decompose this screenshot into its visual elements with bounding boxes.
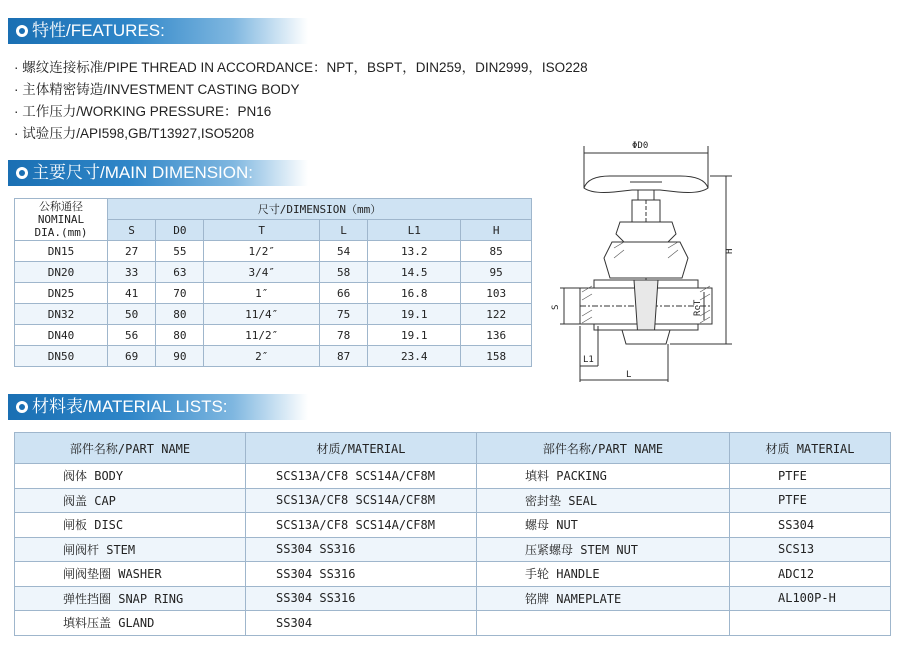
- cell-material: SS304 SS316: [246, 586, 477, 611]
- cell-material: SCS13A/CF8 SCS14A/CF8M: [246, 488, 477, 513]
- section-title: 材料表/MATERIAL LISTS:: [32, 397, 228, 416]
- cell-s: 27: [108, 241, 156, 262]
- cell-material: [730, 611, 891, 636]
- nominal-header: [15, 199, 108, 241]
- cell-material: SS304 SS316: [246, 562, 477, 587]
- cell-part: 填料 PACKING: [477, 464, 730, 489]
- cell-material: PTFE: [730, 488, 891, 513]
- table-row: [15, 262, 532, 283]
- column-header: D0: [156, 220, 204, 241]
- table-row: [15, 346, 532, 367]
- cell-t: 3/4″: [204, 262, 320, 283]
- column-header: T: [204, 220, 320, 241]
- cell-h: 85: [461, 241, 532, 262]
- cell-part: 铭牌 NAMEPLATE: [477, 586, 730, 611]
- cell-material: SCS13: [730, 537, 891, 562]
- cell-l: 66: [319, 283, 367, 304]
- cell-s: 50: [108, 304, 156, 325]
- cell-t: 1/2″: [204, 241, 320, 262]
- cell-part: 手轮 HANDLE: [477, 562, 730, 587]
- nominal-header-en: NOMINAL: [37, 213, 85, 226]
- dimension-table: [14, 198, 532, 367]
- label-rct: RcT: [693, 299, 703, 316]
- cell-d0: 90: [156, 346, 204, 367]
- cell-d0: 80: [156, 325, 204, 346]
- features-list: [14, 57, 588, 145]
- cell-part: 闸阀杆 STEM: [15, 537, 246, 562]
- cell-part: 弹性挡圈 SNAP RING: [15, 586, 246, 611]
- cell-s: 56: [108, 325, 156, 346]
- table-row: [15, 488, 891, 513]
- cell-material: ADC12: [730, 562, 891, 587]
- cell-material: SCS13A/CF8 SCS14A/CF8M: [246, 513, 477, 538]
- table-row: [15, 325, 532, 346]
- cell-l: 54: [319, 241, 367, 262]
- cell-part: 闸阀垫圈 WASHER: [15, 562, 246, 587]
- table-row: [15, 283, 532, 304]
- cell-s: 69: [108, 346, 156, 367]
- cell-t: 11/2″: [204, 325, 320, 346]
- column-header: L: [319, 220, 367, 241]
- cell-s: 41: [108, 283, 156, 304]
- cell-part: 阀体 BODY: [15, 464, 246, 489]
- label-l1: L1: [583, 355, 594, 365]
- cell-l1: 13.2: [368, 241, 461, 262]
- feature-item: · 工作压力/WORKING PRESSURE：PN16: [14, 104, 272, 119]
- table-row: [15, 241, 532, 262]
- column-header: S: [108, 220, 156, 241]
- feature-item: · 螺纹连接标准/PIPE THREAD IN ACCORDANCE：NPT，BSPT，DIN259，DIN2999，ISO228: [14, 60, 588, 75]
- table-row: [15, 464, 891, 489]
- cell-part: [477, 611, 730, 636]
- column-header: 部件名称/PART NAME: [15, 433, 246, 464]
- section-header-materials: [8, 394, 308, 420]
- cell-t: 11/4″: [204, 304, 320, 325]
- cell-part: 密封垫 SEAL: [477, 488, 730, 513]
- cell-dn: DN50: [15, 346, 108, 367]
- section-title: 主要尺寸/MAIN DIMENSION:: [32, 163, 254, 182]
- feature-item: · 试验压力/API598,GB/T13927,ISO5208: [14, 126, 255, 141]
- column-header: 材质/MATERIAL: [246, 433, 477, 464]
- cell-l1: 14.5: [368, 262, 461, 283]
- cell-dn: DN25: [15, 283, 108, 304]
- cell-part: 阀盖 CAP: [15, 488, 246, 513]
- nominal-header-unit: DIA.(mm): [34, 226, 88, 239]
- column-header: L1: [368, 220, 461, 241]
- cell-l1: 16.8: [368, 283, 461, 304]
- cell-part: 闸板 DISC: [15, 513, 246, 538]
- column-header: 部件名称/PART NAME: [477, 433, 730, 464]
- table-row: [15, 304, 532, 325]
- column-header: H: [461, 220, 532, 241]
- table-row: [15, 611, 891, 636]
- label-d0: ΦD0: [632, 141, 649, 151]
- cell-material: AL100P-H: [730, 586, 891, 611]
- cell-t: 2″: [204, 346, 320, 367]
- table-row: [15, 513, 891, 538]
- circle-bullet-icon: [16, 25, 28, 37]
- cell-l1: 19.1: [368, 325, 461, 346]
- cell-dn: DN32: [15, 304, 108, 325]
- cell-material: SCS13A/CF8 SCS14A/CF8M: [246, 464, 477, 489]
- cell-h: 122: [461, 304, 532, 325]
- cell-dn: DN15: [15, 241, 108, 262]
- cell-l: 58: [319, 262, 367, 283]
- cell-material: PTFE: [730, 464, 891, 489]
- cell-l: 78: [319, 325, 367, 346]
- cell-dn: DN40: [15, 325, 108, 346]
- dimension-group-header: 尺寸/DIMENSION（mm）: [108, 199, 532, 220]
- cell-l1: 19.1: [368, 304, 461, 325]
- label-h: H: [725, 248, 735, 254]
- cell-part: 压紧螺母 STEM NUT: [477, 537, 730, 562]
- nominal-header-cn: 公称通径: [39, 200, 83, 213]
- table-row: [15, 562, 891, 587]
- cell-d0: 55: [156, 241, 204, 262]
- gate-valve-drawing: [540, 130, 762, 392]
- cell-l: 87: [319, 346, 367, 367]
- table-row: [15, 586, 891, 611]
- cell-d0: 80: [156, 304, 204, 325]
- label-l: L: [626, 370, 632, 380]
- feature-item: · 主体精密铸造/INVESTMENT CASTING BODY: [14, 82, 300, 97]
- section-header-dimension: [8, 160, 308, 186]
- table-row: [15, 537, 891, 562]
- cell-d0: 63: [156, 262, 204, 283]
- cell-dn: DN20: [15, 262, 108, 283]
- cell-material: SS304 SS316: [246, 537, 477, 562]
- cell-t: 1″: [204, 283, 320, 304]
- label-s: S: [551, 304, 561, 310]
- material-table: [14, 432, 891, 636]
- cell-material: SS304: [246, 611, 477, 636]
- circle-bullet-icon: [16, 167, 28, 179]
- cell-part: 填料压盖 GLAND: [15, 611, 246, 636]
- cell-h: 95: [461, 262, 532, 283]
- cell-h: 136: [461, 325, 532, 346]
- section-header-features: [8, 18, 308, 44]
- column-header: 材质 MATERIAL: [730, 433, 891, 464]
- cell-l: 75: [319, 304, 367, 325]
- cell-h: 103: [461, 283, 532, 304]
- cell-d0: 70: [156, 283, 204, 304]
- circle-bullet-icon: [16, 401, 28, 413]
- cell-h: 158: [461, 346, 532, 367]
- cell-s: 33: [108, 262, 156, 283]
- cell-part: 螺母 NUT: [477, 513, 730, 538]
- cell-l1: 23.4: [368, 346, 461, 367]
- cell-material: SS304: [730, 513, 891, 538]
- section-title: 特性/FEATURES:: [32, 21, 165, 40]
